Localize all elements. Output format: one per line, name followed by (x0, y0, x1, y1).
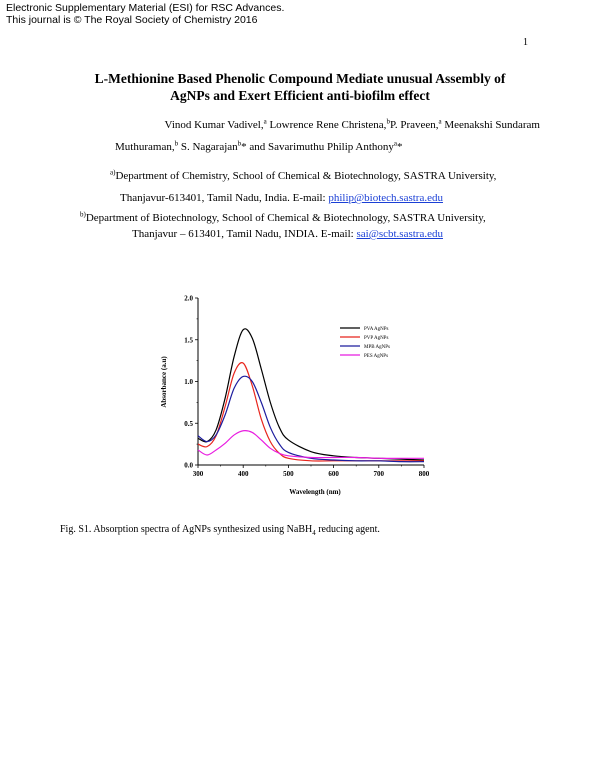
author-2-affil: b (386, 117, 390, 126)
page-number: 1 (523, 37, 528, 48)
author-2: Lowrence Rene Christena, (266, 119, 387, 131)
author-4-affil: b (174, 139, 179, 148)
author-1: Vinod Kumar Vadivel, (164, 119, 264, 131)
absorption-spectra-chart (150, 290, 440, 500)
x-tick-label: 800 (418, 470, 430, 478)
affiliation-b-label: b) (80, 210, 86, 219)
author-4-cont: Muthuraman, (115, 141, 175, 153)
legend-label: MPB AgNPs (364, 345, 390, 350)
x-tick-label: 300 (192, 470, 204, 478)
chart-series (198, 329, 424, 462)
journal-header-line2: This journal is © The Royal Society of Chemistry 2016 (6, 14, 258, 26)
email-link-philip[interactable]: philip@biotech.sastra.edu (328, 192, 443, 204)
author-line2 (80, 136, 540, 158)
caption-tail: reducing agent. (315, 524, 380, 535)
series-line-2 (198, 376, 424, 462)
affiliation-a-line2: Thanjavur-613401, Tamil Nadu, India. E-mail: (120, 192, 329, 204)
title-line2: AgNPs and Exert Efficient anti-biofilm effect (170, 88, 430, 103)
x-tick-label: 500 (283, 470, 294, 478)
author-5-affil: b (237, 139, 242, 148)
legend-label: PVP AgNPs (364, 336, 389, 341)
figure-caption (60, 524, 380, 537)
author-3-affil: a (438, 117, 442, 126)
legend-label: PVA AgNPs (364, 327, 389, 332)
series-line-1 (198, 363, 424, 461)
legend-label: PES AgNPs (364, 354, 389, 359)
affiliation-a-line1: Department of Chemistry, School of Chemical & Biotechnology, SASTRA University, (115, 170, 497, 182)
chart-legend (340, 327, 390, 359)
affiliation-b (80, 210, 540, 242)
y-tick-label: 0.0 (184, 461, 193, 470)
x-tick-label: 400 (237, 470, 249, 478)
y-tick-label: 0.5 (184, 419, 193, 428)
y-axis-label: Absorbance (a.u) (160, 356, 168, 408)
author-1-affil: a (263, 117, 267, 126)
affiliation-b-line1: Department of Biotechnology, School of Chemical & Biotechnology, SASTRA University, (85, 212, 486, 224)
email-link-sai[interactable]: sai@scbt.sastra.edu (356, 228, 443, 240)
affiliation-b-line2: Thanjavur – 613401, Tamil Nadu, INDIA. E-mail: (132, 228, 357, 240)
x-tick-label: 700 (373, 470, 385, 478)
x-axis-label: Wavelength (nm) (289, 488, 341, 496)
author-4: Meenakshi Sundaram (441, 119, 540, 131)
caption-subscript: 4 (312, 529, 316, 537)
y-tick-label: 1.0 (184, 378, 193, 386)
series-line-3 (198, 431, 424, 459)
author-6-mark: * (397, 141, 403, 153)
journal-header-line1: Electronic Supplementary Material (ESI) for RSC Advances. (6, 2, 285, 14)
y-tick-label: 2.0 (184, 294, 193, 303)
author-6-affil: a (393, 139, 398, 148)
y-tick-label: 1.5 (184, 336, 193, 345)
author-list (80, 114, 540, 158)
x-tick-label: 600 (328, 470, 339, 478)
title-line1: L-Methionine Based Phenolic Compound Mediate unusual Assembly of (94, 71, 506, 86)
paper-title (60, 70, 540, 104)
author-3: P. Praveen, (389, 119, 439, 131)
author-5: S. Nagarajan (178, 141, 238, 153)
caption-text: Fig. S1. Absorption spectra of AgNPs synthesized using NaBH (60, 524, 313, 535)
affiliation-a-label: a) (110, 168, 116, 177)
affiliation-a (80, 168, 540, 206)
author-5-mark: * and Savarimuthu Philip Anthony (241, 141, 394, 153)
